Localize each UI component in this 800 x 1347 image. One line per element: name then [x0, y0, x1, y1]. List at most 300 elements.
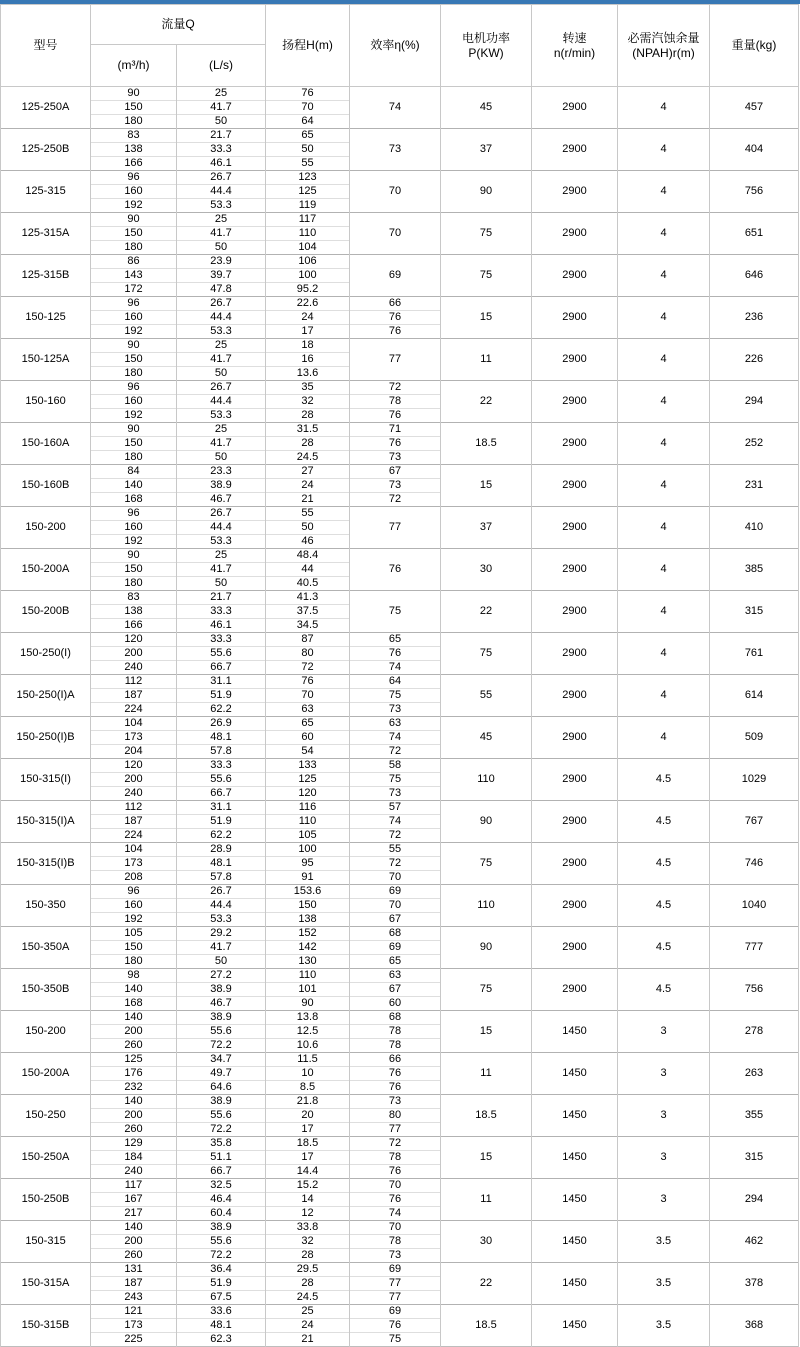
flow-m3h-cell: 138 — [91, 605, 177, 619]
npsh-cell: 4.5 — [618, 843, 710, 885]
flow-ls-cell: 33.3 — [177, 143, 266, 157]
efficiency-cell: 70 — [350, 1179, 441, 1193]
flow-ls-cell: 66.7 — [177, 1165, 266, 1179]
power-cell: 18.5 — [441, 423, 532, 465]
power-cell: 15 — [441, 297, 532, 339]
flow-m3h-cell: 167 — [91, 1193, 177, 1207]
flow-m3h-cell: 112 — [91, 801, 177, 815]
efficiency-cell: 65 — [350, 633, 441, 647]
flow-m3h-cell: 90 — [91, 549, 177, 563]
table-row — [1, 1053, 799, 1067]
flow-ls-cell: 51.1 — [177, 1151, 266, 1165]
flow-ls-cell: 34.7 — [177, 1053, 266, 1067]
weight-cell: 767 — [710, 801, 799, 843]
efficiency-cell: 70 — [350, 1221, 441, 1235]
table-row — [1, 129, 799, 143]
table-row — [1, 1137, 799, 1151]
weight-cell: 462 — [710, 1221, 799, 1263]
model-cell: 150-160 — [1, 381, 91, 423]
head-cell: 14 — [266, 1193, 350, 1207]
flow-m3h-cell: 176 — [91, 1067, 177, 1081]
flow-m3h-cell: 180 — [91, 367, 177, 381]
efficiency-cell: 73 — [350, 451, 441, 465]
model-cell: 150-315B — [1, 1305, 91, 1347]
flow-ls-cell: 26.9 — [177, 717, 266, 731]
speed-cell: 2900 — [532, 507, 618, 549]
power-cell: 75 — [441, 213, 532, 255]
flow-ls-cell: 50 — [177, 367, 266, 381]
weight-cell: 368 — [710, 1305, 799, 1347]
head-cell: 14.4 — [266, 1165, 350, 1179]
npsh-cell: 3 — [618, 1011, 710, 1053]
flow-m3h-cell: 240 — [91, 787, 177, 801]
flow-m3h-cell: 150 — [91, 101, 177, 115]
head-cell: 13.8 — [266, 1011, 350, 1025]
weight-cell: 777 — [710, 927, 799, 969]
weight-cell: 756 — [710, 969, 799, 1011]
power-cell: 11 — [441, 1053, 532, 1095]
head-cell: 24.5 — [266, 1291, 350, 1305]
head-cell: 24.5 — [266, 451, 350, 465]
weight-cell: 1040 — [710, 885, 799, 927]
weight-cell: 378 — [710, 1263, 799, 1305]
head-cell: 123 — [266, 171, 350, 185]
flow-m3h-cell: 166 — [91, 157, 177, 171]
flow-ls-cell: 23.3 — [177, 465, 266, 479]
flow-m3h-cell: 98 — [91, 969, 177, 983]
header-speed — [532, 5, 618, 87]
speed-cell: 2900 — [532, 969, 618, 1011]
header-flow-m3h: (m³/h) — [91, 45, 177, 87]
efficiency-cell: 72 — [350, 745, 441, 759]
head-cell: 31.5 — [266, 423, 350, 437]
flow-m3h-cell: 90 — [91, 423, 177, 437]
speed-cell: 2900 — [532, 87, 618, 129]
efficiency-cell: 73 — [350, 787, 441, 801]
speed-cell: 2900 — [532, 297, 618, 339]
model-cell: 150-250(I) — [1, 633, 91, 675]
head-cell: 150 — [266, 899, 350, 913]
flow-ls-cell: 55.6 — [177, 647, 266, 661]
efficiency-cell: 76 — [350, 549, 441, 591]
efficiency-cell: 75 — [350, 773, 441, 787]
flow-ls-cell: 62.2 — [177, 703, 266, 717]
npsh-cell: 3 — [618, 1053, 710, 1095]
flow-ls-cell: 53.3 — [177, 535, 266, 549]
flow-ls-cell: 50 — [177, 451, 266, 465]
efficiency-cell: 66 — [350, 297, 441, 311]
flow-m3h-cell: 192 — [91, 325, 177, 339]
head-cell: 40.5 — [266, 577, 350, 591]
flow-m3h-cell: 192 — [91, 199, 177, 213]
flow-m3h-cell: 224 — [91, 703, 177, 717]
flow-ls-cell: 21.7 — [177, 129, 266, 143]
speed-cell: 1450 — [532, 1011, 618, 1053]
flow-m3h-cell: 150 — [91, 227, 177, 241]
flow-ls-cell: 66.7 — [177, 787, 266, 801]
flow-m3h-cell: 104 — [91, 843, 177, 857]
head-cell: 20 — [266, 1109, 350, 1123]
power-cell: 30 — [441, 549, 532, 591]
efficiency-cell: 75 — [350, 591, 441, 633]
head-cell: 28 — [266, 437, 350, 451]
flow-ls-cell: 33.6 — [177, 1305, 266, 1319]
head-cell: 54 — [266, 745, 350, 759]
flow-m3h-cell: 187 — [91, 815, 177, 829]
speed-cell: 2900 — [532, 591, 618, 633]
efficiency-cell: 70 — [350, 899, 441, 913]
power-cell: 22 — [441, 591, 532, 633]
model-cell: 150-250(I)B — [1, 717, 91, 759]
flow-ls-cell: 38.9 — [177, 983, 266, 997]
flow-m3h-cell: 180 — [91, 577, 177, 591]
efficiency-cell: 57 — [350, 801, 441, 815]
flow-ls-cell: 33.3 — [177, 605, 266, 619]
efficiency-cell: 67 — [350, 465, 441, 479]
flow-ls-cell: 26.7 — [177, 381, 266, 395]
flow-ls-cell: 32.5 — [177, 1179, 266, 1193]
flow-m3h-cell: 125 — [91, 1053, 177, 1067]
power-cell: 15 — [441, 1011, 532, 1053]
flow-ls-cell: 48.1 — [177, 731, 266, 745]
npsh-cell: 4 — [618, 717, 710, 759]
flow-ls-cell: 48.1 — [177, 1319, 266, 1333]
flow-ls-cell: 23.9 — [177, 255, 266, 269]
weight-cell: 614 — [710, 675, 799, 717]
efficiency-cell: 75 — [350, 1333, 441, 1347]
power-cell: 75 — [441, 969, 532, 1011]
flow-ls-cell: 55.6 — [177, 1235, 266, 1249]
efficiency-cell: 76 — [350, 1081, 441, 1095]
table-body — [1, 87, 799, 1347]
table-row — [1, 213, 799, 227]
flow-ls-cell: 51.9 — [177, 1277, 266, 1291]
head-cell: 18.5 — [266, 1137, 350, 1151]
head-cell: 100 — [266, 269, 350, 283]
model-cell: 150-160A — [1, 423, 91, 465]
flow-m3h-cell: 180 — [91, 241, 177, 255]
flow-m3h-cell: 129 — [91, 1137, 177, 1151]
flow-ls-cell: 62.3 — [177, 1333, 266, 1347]
flow-m3h-cell: 192 — [91, 535, 177, 549]
table-row — [1, 927, 799, 941]
head-cell: 142 — [266, 941, 350, 955]
weight-cell: 746 — [710, 843, 799, 885]
efficiency-cell: 73 — [350, 1249, 441, 1263]
speed-cell: 2900 — [532, 339, 618, 381]
npsh-cell: 4 — [618, 423, 710, 465]
flow-ls-cell: 41.7 — [177, 941, 266, 955]
flow-ls-cell: 44.4 — [177, 185, 266, 199]
efficiency-cell: 60 — [350, 997, 441, 1011]
weight-cell: 410 — [710, 507, 799, 549]
efficiency-cell: 68 — [350, 927, 441, 941]
power-cell: 45 — [441, 87, 532, 129]
power-cell: 90 — [441, 801, 532, 843]
weight-cell: 236 — [710, 297, 799, 339]
model-cell: 150-250A — [1, 1137, 91, 1179]
flow-ls-cell: 55.6 — [177, 1109, 266, 1123]
efficiency-cell: 76 — [350, 647, 441, 661]
head-cell: 90 — [266, 997, 350, 1011]
efficiency-cell: 73 — [350, 703, 441, 717]
head-cell: 72 — [266, 661, 350, 675]
power-cell: 90 — [441, 927, 532, 969]
npsh-cell: 4 — [618, 549, 710, 591]
flow-m3h-cell: 260 — [91, 1249, 177, 1263]
flow-m3h-cell: 184 — [91, 1151, 177, 1165]
flow-m3h-cell: 150 — [91, 437, 177, 451]
speed-cell: 2900 — [532, 759, 618, 801]
efficiency-cell: 63 — [350, 969, 441, 983]
table-row — [1, 843, 799, 857]
flow-ls-cell: 49.7 — [177, 1067, 266, 1081]
flow-ls-cell: 72.2 — [177, 1249, 266, 1263]
model-cell: 150-315A — [1, 1263, 91, 1305]
table-row — [1, 507, 799, 521]
npsh-cell: 4 — [618, 633, 710, 675]
head-cell: 95 — [266, 857, 350, 871]
flow-m3h-cell: 140 — [91, 1095, 177, 1109]
table-row — [1, 1011, 799, 1025]
flow-m3h-cell: 83 — [91, 591, 177, 605]
model-cell: 150-125A — [1, 339, 91, 381]
head-cell: 35 — [266, 381, 350, 395]
flow-m3h-cell: 90 — [91, 213, 177, 227]
efficiency-cell: 70 — [350, 171, 441, 213]
npsh-cell: 3.5 — [618, 1221, 710, 1263]
flow-m3h-cell: 172 — [91, 283, 177, 297]
flow-m3h-cell: 187 — [91, 1277, 177, 1291]
head-cell: 12.5 — [266, 1025, 350, 1039]
efficiency-cell: 72 — [350, 493, 441, 507]
head-cell: 105 — [266, 829, 350, 843]
flow-ls-cell: 64.6 — [177, 1081, 266, 1095]
efficiency-cell: 66 — [350, 1053, 441, 1067]
head-cell: 153.6 — [266, 885, 350, 899]
head-cell: 17 — [266, 1123, 350, 1137]
model-cell: 150-200A — [1, 549, 91, 591]
header-npsh-line1: 必需汽蚀余量 — [627, 30, 700, 45]
flow-ls-cell: 27.2 — [177, 969, 266, 983]
npsh-cell: 4 — [618, 255, 710, 297]
flow-m3h-cell: 200 — [91, 1109, 177, 1123]
header-power — [441, 5, 532, 87]
npsh-cell: 4 — [618, 297, 710, 339]
flow-m3h-cell: 208 — [91, 871, 177, 885]
flow-m3h-cell: 192 — [91, 409, 177, 423]
flow-m3h-cell: 121 — [91, 1305, 177, 1319]
efficiency-cell: 76 — [350, 1165, 441, 1179]
weight-cell: 509 — [710, 717, 799, 759]
efficiency-cell: 65 — [350, 955, 441, 969]
head-cell: 17 — [266, 325, 350, 339]
table-row — [1, 717, 799, 731]
head-cell: 46 — [266, 535, 350, 549]
flow-m3h-cell: 168 — [91, 997, 177, 1011]
head-cell: 21 — [266, 493, 350, 507]
head-cell: 110 — [266, 969, 350, 983]
speed-cell: 2900 — [532, 381, 618, 423]
head-cell: 70 — [266, 689, 350, 703]
model-cell: 150-350B — [1, 969, 91, 1011]
model-cell: 150-200 — [1, 1011, 91, 1053]
head-cell: 15.2 — [266, 1179, 350, 1193]
power-cell: 75 — [441, 633, 532, 675]
flow-ls-cell: 72.2 — [177, 1123, 266, 1137]
head-cell: 13.6 — [266, 367, 350, 381]
efficiency-cell: 69 — [350, 1263, 441, 1277]
flow-ls-cell: 53.3 — [177, 913, 266, 927]
table-header — [1, 5, 799, 87]
head-cell: 91 — [266, 871, 350, 885]
header-speed-line2: n(r/min) — [553, 45, 596, 60]
power-cell: 22 — [441, 1263, 532, 1305]
head-cell: 21 — [266, 1333, 350, 1347]
head-cell: 17 — [266, 1151, 350, 1165]
power-cell: 11 — [441, 339, 532, 381]
npsh-cell: 4 — [618, 213, 710, 255]
weight-cell: 355 — [710, 1095, 799, 1137]
flow-ls-cell: 33.3 — [177, 759, 266, 773]
flow-m3h-cell: 90 — [91, 87, 177, 101]
flow-ls-cell: 44.4 — [177, 521, 266, 535]
flow-ls-cell: 55.6 — [177, 773, 266, 787]
speed-cell: 2900 — [532, 213, 618, 255]
efficiency-cell: 76 — [350, 1319, 441, 1333]
efficiency-cell: 78 — [350, 1025, 441, 1039]
weight-cell: 294 — [710, 1179, 799, 1221]
flow-ls-cell: 41.7 — [177, 101, 266, 115]
table-row — [1, 87, 799, 101]
table-row — [1, 801, 799, 815]
flow-m3h-cell: 166 — [91, 619, 177, 633]
weight-cell: 404 — [710, 129, 799, 171]
efficiency-cell: 78 — [350, 1039, 441, 1053]
flow-ls-cell: 28.9 — [177, 843, 266, 857]
head-cell: 116 — [266, 801, 350, 815]
power-cell: 30 — [441, 1221, 532, 1263]
head-cell: 25 — [266, 1305, 350, 1319]
power-cell: 15 — [441, 465, 532, 507]
flow-ls-cell: 46.7 — [177, 997, 266, 1011]
npsh-cell: 4 — [618, 171, 710, 213]
head-cell: 63 — [266, 703, 350, 717]
efficiency-cell: 73 — [350, 479, 441, 493]
flow-m3h-cell: 140 — [91, 479, 177, 493]
table-row — [1, 339, 799, 353]
head-cell: 119 — [266, 199, 350, 213]
flow-ls-cell: 50 — [177, 577, 266, 591]
table-row — [1, 297, 799, 311]
head-cell: 11.5 — [266, 1053, 350, 1067]
npsh-cell: 4.5 — [618, 969, 710, 1011]
speed-cell: 2900 — [532, 423, 618, 465]
flow-ls-cell: 44.4 — [177, 899, 266, 913]
flow-ls-cell: 26.7 — [177, 885, 266, 899]
power-cell: 45 — [441, 717, 532, 759]
head-cell: 10.6 — [266, 1039, 350, 1053]
head-cell: 104 — [266, 241, 350, 255]
flow-m3h-cell: 225 — [91, 1333, 177, 1347]
head-cell: 87 — [266, 633, 350, 647]
flow-ls-cell: 36.4 — [177, 1263, 266, 1277]
efficiency-cell: 74 — [350, 87, 441, 129]
model-cell: 150-250 — [1, 1095, 91, 1137]
head-cell: 50 — [266, 521, 350, 535]
head-cell: 10 — [266, 1067, 350, 1081]
header-flow-ls: (L/s) — [177, 45, 266, 87]
table-row — [1, 1179, 799, 1193]
head-cell: 12 — [266, 1207, 350, 1221]
flow-ls-cell: 51.9 — [177, 689, 266, 703]
flow-m3h-cell: 96 — [91, 885, 177, 899]
head-cell: 8.5 — [266, 1081, 350, 1095]
speed-cell: 2900 — [532, 927, 618, 969]
model-cell: 125-315A — [1, 213, 91, 255]
efficiency-cell: 72 — [350, 1137, 441, 1151]
flow-ls-cell: 46.4 — [177, 1193, 266, 1207]
head-cell: 138 — [266, 913, 350, 927]
flow-m3h-cell: 140 — [91, 1221, 177, 1235]
flow-m3h-cell: 173 — [91, 731, 177, 745]
table-row — [1, 423, 799, 437]
efficiency-cell: 64 — [350, 675, 441, 689]
flow-ls-cell: 25 — [177, 549, 266, 563]
weight-cell: 457 — [710, 87, 799, 129]
head-cell: 55 — [266, 157, 350, 171]
model-cell: 150-160B — [1, 465, 91, 507]
flow-ls-cell: 29.2 — [177, 927, 266, 941]
weight-cell: 1029 — [710, 759, 799, 801]
flow-m3h-cell: 192 — [91, 913, 177, 927]
flow-m3h-cell: 224 — [91, 829, 177, 843]
flow-ls-cell: 57.8 — [177, 745, 266, 759]
flow-m3h-cell: 260 — [91, 1039, 177, 1053]
head-cell: 125 — [266, 773, 350, 787]
efficiency-cell: 78 — [350, 1151, 441, 1165]
npsh-cell: 4 — [618, 129, 710, 171]
flow-m3h-cell: 240 — [91, 661, 177, 675]
speed-cell: 2900 — [532, 885, 618, 927]
flow-m3h-cell: 96 — [91, 297, 177, 311]
flow-ls-cell: 47.8 — [177, 283, 266, 297]
model-cell: 150-350A — [1, 927, 91, 969]
model-cell: 150-315(I)A — [1, 801, 91, 843]
header-power-line1: 电机功率 — [461, 30, 510, 45]
head-cell: 34.5 — [266, 619, 350, 633]
npsh-cell: 4 — [618, 507, 710, 549]
head-cell: 64 — [266, 115, 350, 129]
efficiency-cell: 74 — [350, 1207, 441, 1221]
head-cell: 24 — [266, 311, 350, 325]
head-cell: 65 — [266, 717, 350, 731]
efficiency-cell: 74 — [350, 661, 441, 675]
table-row — [1, 381, 799, 395]
table-row — [1, 759, 799, 773]
flow-ls-cell: 55.6 — [177, 1025, 266, 1039]
head-cell: 70 — [266, 101, 350, 115]
power-cell: 75 — [441, 255, 532, 297]
head-cell: 133 — [266, 759, 350, 773]
model-cell: 125-250B — [1, 129, 91, 171]
head-cell: 29.5 — [266, 1263, 350, 1277]
flow-ls-cell: 33.3 — [177, 633, 266, 647]
efficiency-cell: 77 — [350, 1123, 441, 1137]
model-cell: 125-315B — [1, 255, 91, 297]
flow-ls-cell: 46.7 — [177, 493, 266, 507]
flow-m3h-cell: 243 — [91, 1291, 177, 1305]
